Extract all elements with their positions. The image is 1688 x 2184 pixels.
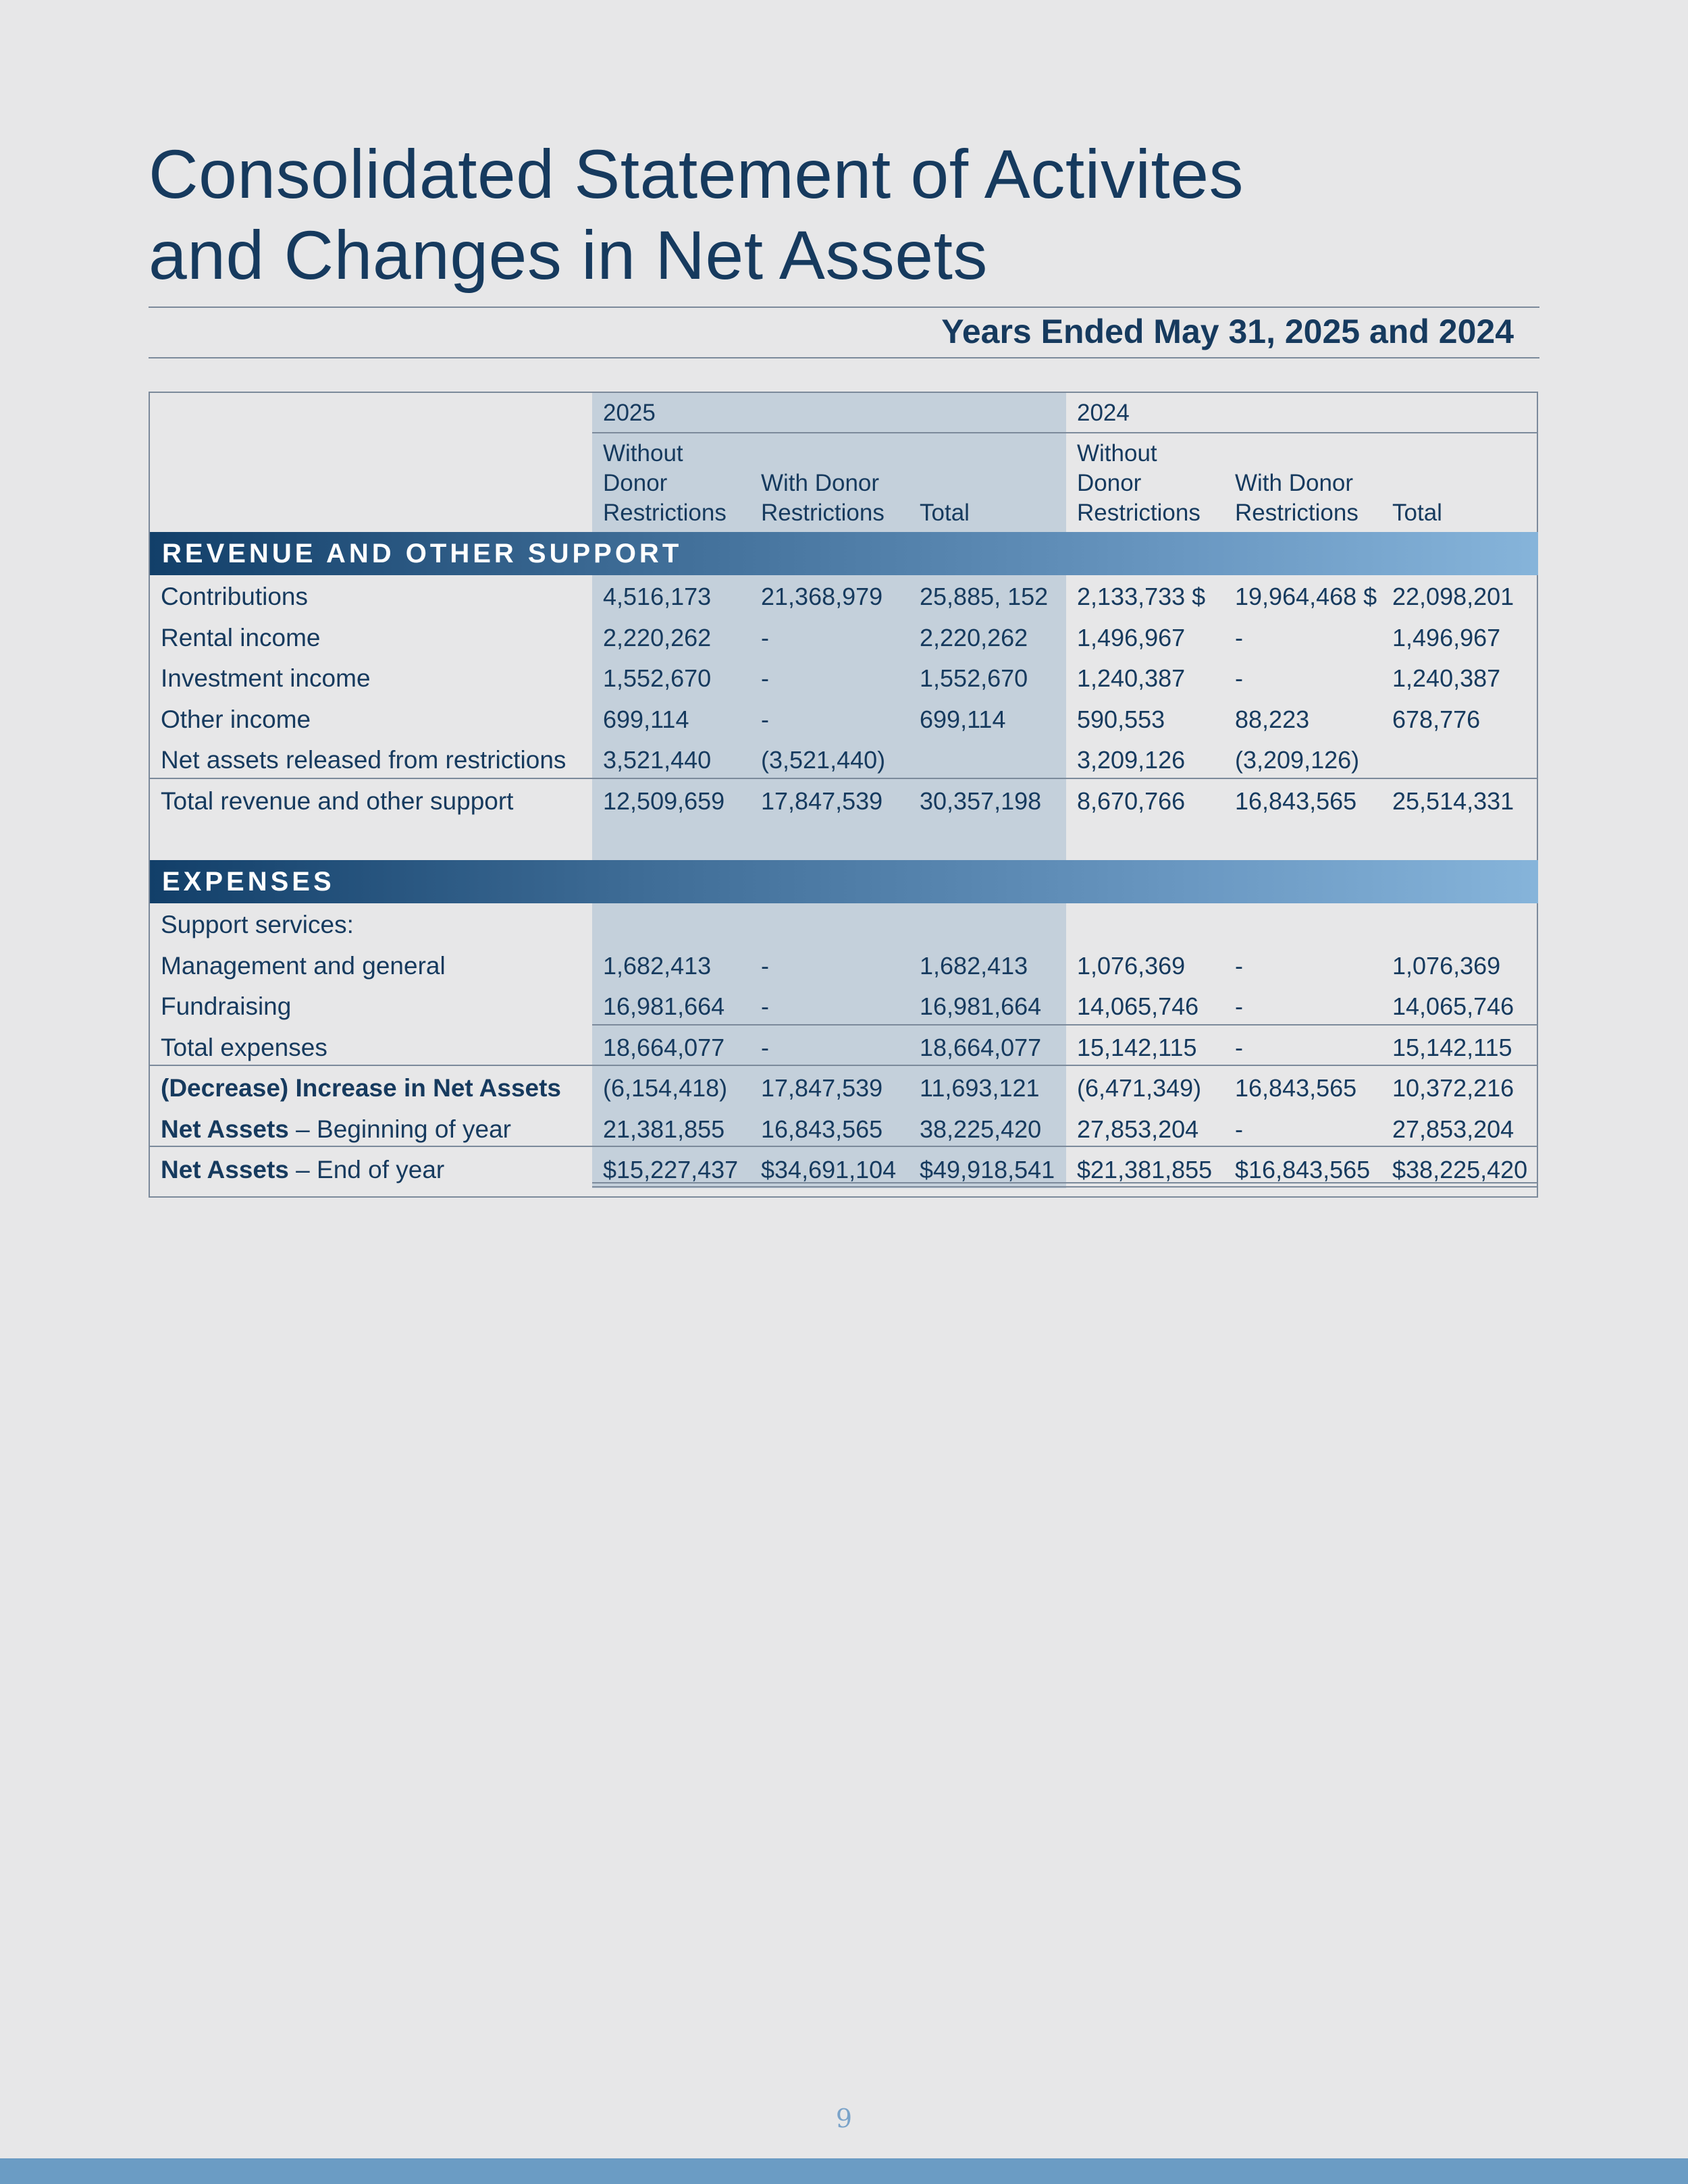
value-cell: 18,664,077	[603, 1034, 725, 1061]
value-cell: 16,981,664	[603, 992, 725, 1020]
row-label: Rental income	[161, 624, 321, 651]
col-header-total-2025: Total	[920, 500, 970, 526]
value-cell: 11,693,121	[920, 1074, 1040, 1102]
value-cell: 30,357,198	[920, 787, 1042, 815]
value-cell: 10,372,216	[1392, 1074, 1514, 1102]
value-cell: 2,220,262	[920, 624, 1028, 651]
value-cell: -	[761, 1034, 769, 1061]
row-label-bold: Net Assets	[161, 1115, 289, 1143]
value-cell: 88,223	[1235, 705, 1310, 733]
row-label	[161, 1115, 511, 1144]
value-cell: 38,225,420	[920, 1115, 1042, 1143]
value-cell: -	[1235, 624, 1243, 651]
value-cell: 699,114	[920, 705, 1006, 733]
value-cell: 1,496,967	[1077, 624, 1186, 651]
title-line-1: Consolidated Statement of Activites	[149, 136, 1244, 213]
value-cell: 18,664,077	[920, 1034, 1042, 1061]
row-label	[161, 1073, 561, 1103]
col-header-with-2025: Restrictions	[761, 500, 885, 526]
value-cell: 25,885, 152	[920, 583, 1049, 610]
subtitle: Years Ended May 31, 2025 and 2024	[941, 313, 1514, 350]
value-cell: 1,496,967	[1392, 624, 1501, 651]
end-of-year-rule	[150, 1146, 1538, 1147]
revenue-section-title: REVENUE AND OTHER SUPPORT	[162, 539, 683, 568]
expenses-section-band	[150, 860, 1538, 903]
value-cell: $49,918,541	[920, 1156, 1055, 1183]
value-cell: 1,240,387	[1077, 664, 1186, 692]
value-cell: -	[1235, 664, 1243, 692]
col-header-without-2025: Without	[603, 440, 683, 467]
value-cell: 1,682,413	[603, 952, 712, 980]
col-header-without-2025: Donor	[603, 470, 668, 496]
title-line-2: and Changes in Net Assets	[149, 217, 988, 294]
page-number: 9	[835, 2104, 853, 2133]
row-label-bold: (Decrease) Increase in Net Assets	[161, 1074, 561, 1102]
footer-bar	[0, 2158, 1688, 2184]
value-cell: 16,843,565	[1235, 1074, 1357, 1102]
value-cell: 14,065,746	[1392, 992, 1514, 1020]
value-cell: (6,154,418)	[603, 1074, 728, 1102]
value-cell: $16,843,565	[1235, 1156, 1371, 1183]
value-cell: -	[761, 952, 769, 980]
value-cell: -	[761, 664, 769, 692]
value-cell: 16,843,565	[761, 1115, 883, 1143]
value-cell: 1,552,670	[920, 664, 1028, 692]
page-title	[149, 134, 1431, 296]
value-cell: 2,220,262	[603, 624, 712, 651]
value-cell: -	[1235, 1115, 1243, 1143]
support-services-label: Support services:	[161, 911, 354, 938]
row-label-rest: – End of year	[288, 1156, 445, 1183]
value-cell: 678,776	[1392, 705, 1481, 733]
row-label-bold: Net Assets	[161, 1156, 289, 1183]
row-label: Other income	[161, 705, 311, 733]
row-label: Total expenses	[161, 1034, 327, 1061]
value-cell: -	[761, 992, 769, 1020]
expenses-section-title: EXPENSES	[162, 867, 335, 897]
value-cell: -	[1235, 992, 1243, 1020]
value-cell: (3,521,440)	[761, 746, 886, 774]
value-cell: 21,368,979	[761, 583, 883, 610]
value-cell: 1,682,413	[920, 952, 1028, 980]
total-expenses-rule	[592, 1024, 1538, 1026]
col-header-with-2025: With Donor	[761, 470, 880, 496]
revenue-section-band	[150, 532, 1538, 575]
value-cell: 17,847,539	[761, 787, 883, 815]
col-header-without-2024: Without	[1077, 440, 1157, 467]
value-cell: 19,964,468 $	[1235, 583, 1377, 610]
value-cell: $38,225,420	[1392, 1156, 1528, 1183]
col-header-total-2024: Total	[1392, 500, 1442, 526]
col-header-with-2024: Restrictions	[1235, 500, 1359, 526]
value-cell: 16,981,664	[920, 992, 1042, 1020]
row-label-rest: – Beginning of year	[288, 1115, 512, 1143]
subtitle-rule	[149, 357, 1539, 358]
value-cell: (3,209,126)	[1235, 746, 1360, 774]
row-label: Investment income	[161, 664, 371, 692]
value-cell: 27,853,204	[1077, 1115, 1199, 1143]
total-revenue-rule	[150, 778, 1538, 779]
row-label: Contributions	[161, 583, 309, 610]
year-header-rule	[592, 432, 1538, 433]
value-cell: 1,552,670	[603, 664, 712, 692]
row-label: Management and general	[161, 952, 446, 980]
value-cell: 25,514,331	[1392, 787, 1514, 815]
row-label: Total revenue and other support	[161, 787, 514, 815]
value-cell: -	[761, 705, 769, 733]
value-cell: -	[1235, 1034, 1243, 1061]
value-cell: 4,516,173	[603, 583, 712, 610]
col-header-without-2025: Restrictions	[603, 500, 727, 526]
value-cell: 27,853,204	[1392, 1115, 1514, 1143]
value-cell: -	[761, 624, 769, 651]
value-cell: 3,521,440	[603, 746, 712, 774]
year-header-2025: 2025	[603, 400, 656, 426]
year-header-2024: 2024	[1077, 400, 1130, 426]
row-label: Fundraising	[161, 992, 292, 1020]
value-cell: 22,098,201	[1392, 583, 1514, 610]
value-cell: 15,142,115	[1392, 1034, 1512, 1061]
col-header-without-2024: Restrictions	[1077, 500, 1201, 526]
value-cell: 15,142,115	[1077, 1034, 1197, 1061]
title-rule	[149, 307, 1539, 308]
row-label: Net assets released from restrictions	[161, 746, 566, 774]
value-cell: 1,240,387	[1392, 664, 1501, 692]
value-cell: 12,509,659	[603, 787, 725, 815]
value-cell: $15,227,437	[603, 1156, 739, 1183]
value-cell: $21,381,855	[1077, 1156, 1213, 1183]
value-cell: 2,133,733 $	[1077, 583, 1206, 610]
value-cell: 14,065,746	[1077, 992, 1199, 1020]
row-label	[161, 1155, 444, 1185]
value-cell: -	[1235, 952, 1243, 980]
value-cell: (6,471,349)	[1077, 1074, 1202, 1102]
value-cell: $34,691,104	[761, 1156, 897, 1183]
value-cell: 590,553	[1077, 705, 1165, 733]
col-header-with-2024: With Donor	[1235, 470, 1354, 496]
value-cell: 16,843,565	[1235, 787, 1357, 815]
value-cell: 17,847,539	[761, 1074, 883, 1102]
value-cell: 3,209,126	[1077, 746, 1186, 774]
double-underline-2	[592, 1186, 1538, 1188]
value-cell: 699,114	[603, 705, 689, 733]
net-change-rule	[150, 1065, 1538, 1066]
value-cell: 1,076,369	[1392, 952, 1501, 980]
col-header-without-2024: Donor	[1077, 470, 1142, 496]
value-cell: 21,381,855	[603, 1115, 725, 1143]
value-cell: 1,076,369	[1077, 952, 1186, 980]
value-cell: 8,670,766	[1077, 787, 1186, 815]
